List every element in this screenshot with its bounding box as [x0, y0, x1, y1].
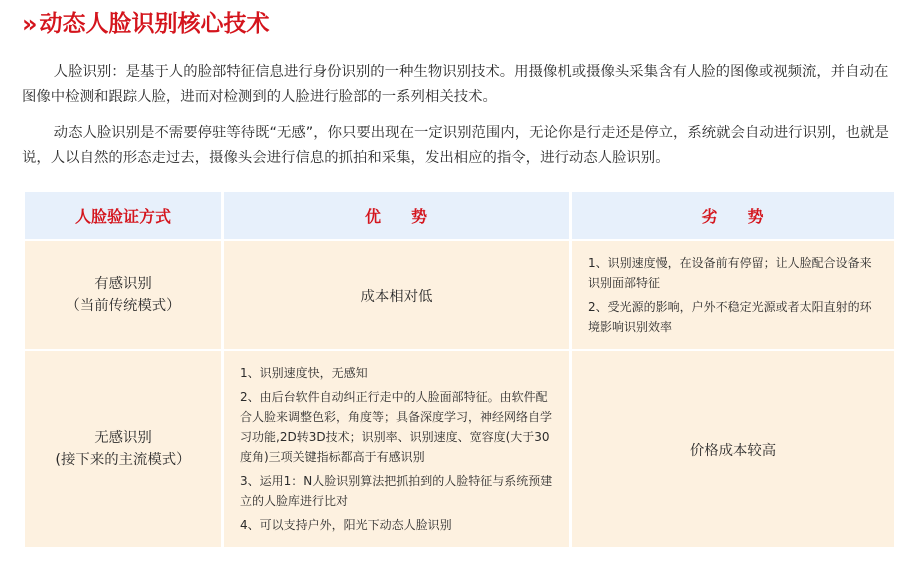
- list-item: 3、运用1：N人脸识别算法把抓拍到的人脸特征与系统预建立的人脸库进行比对: [240, 474, 553, 508]
- table-row: [25, 351, 894, 547]
- mode-cell: [25, 241, 221, 349]
- mode-note: (接下来的主流模式）: [55, 452, 191, 468]
- list-item: 1、识别速度快，无感知: [240, 366, 368, 380]
- list-item: 4、可以支持户外，阳光下动态人脸识别: [240, 518, 452, 532]
- page-title: 动态人脸识别核心技术: [39, 11, 270, 37]
- header-disadvantages: 劣势: [572, 192, 894, 239]
- advantage-cell: [224, 351, 569, 547]
- advantage-list: [240, 363, 553, 535]
- header-advantages: 优势: [224, 192, 569, 239]
- header-mode: 人脸验证方式: [25, 192, 221, 239]
- disadvantage-cell: 价格成本较高: [572, 351, 894, 547]
- list-item: 2、由后台软件自动纠正行走中的人脸面部特征。由软件配合人脸来调整色彩，角度等；具备深度学习，神经网络自学习功能,2D转3D技术；识别率、识别速度、宽容度(大于30度角)三项关键指标都高于有感识别: [240, 390, 553, 464]
- section-heading: [22, 6, 270, 42]
- mode-cell: [25, 351, 221, 547]
- table-row: [25, 241, 894, 349]
- intro-paragraph-2: 动态人脸识别是不需要停驻等待既“无感”，你只要出现在一定识别范围内，无论你是行走还是停立，系统就会自动进行识别，也就是说，人以自然的形态走过去，摄像头会进行信息的抓拍和采集，发出相应的指令，进行动态人脸识别。: [22, 125, 889, 166]
- mode-name: 无感识别: [94, 430, 152, 446]
- mode-name: 有感识别: [94, 276, 152, 292]
- table-header-row: [25, 192, 894, 239]
- advantage-cell: 成本相对低: [224, 241, 569, 349]
- list-item: 1、识别速度慢，在设备前有停留；让人脸配合设备来识别面部特征: [588, 256, 872, 290]
- comparison-table: [22, 190, 897, 549]
- mode-note: （当前传统模式）: [65, 298, 181, 314]
- disadvantage-cell: [572, 241, 894, 349]
- intro-paragraph-1: 人脸识别：是基于人的脸部特征信息进行身份识别的一种生物识别技术。用摄像机或摄像头采集含有人脸的图像或视频流，并自动在图像中检测和跟踪人脸，进而对检测到的人脸进行脸部的一系列相关技术。: [22, 64, 889, 105]
- disadvantage-list: [588, 253, 878, 337]
- double-chevron-icon: »: [22, 10, 30, 38]
- list-item: 2、受光源的影响，户外不稳定光源或者太阳直射的环境影响识别效率: [588, 300, 872, 334]
